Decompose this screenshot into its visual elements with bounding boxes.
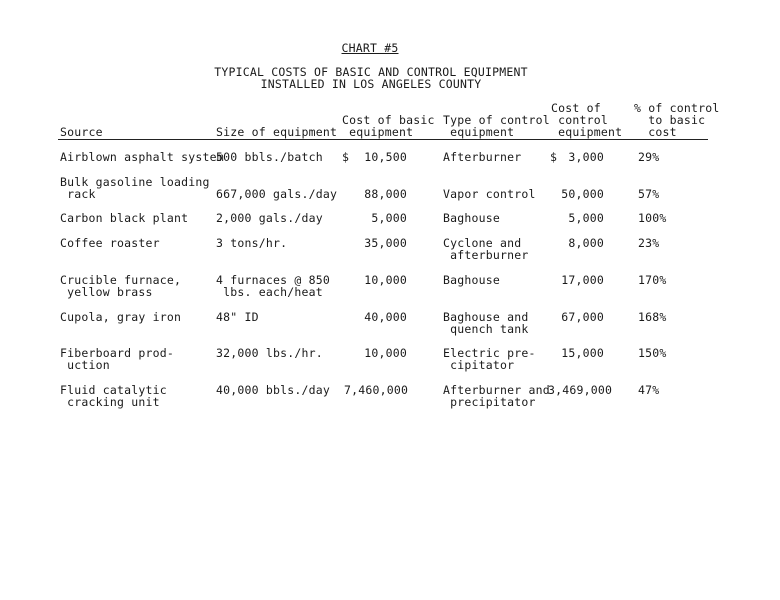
cell-basic-cost: 10,000 <box>364 273 407 287</box>
cell-control-type: Baghouse and quench tank <box>443 310 529 336</box>
cell-size: 667,000 gals./day <box>216 187 338 201</box>
cell-control-cost: 67,000 <box>561 310 604 324</box>
cell-size: 3 tons/hr. <box>216 236 288 250</box>
cell-control-type: Baghouse <box>443 211 500 225</box>
cell-source: Bulk gasoline loading rack <box>60 175 210 201</box>
cell-control-type: Cyclone and afterburner <box>443 236 529 262</box>
cell-size: 48" ID <box>216 310 259 324</box>
title-line-1: TYPICAL COSTS OF BASIC AND CONTROL EQUIPMENT <box>214 65 528 79</box>
cell-control-type: Afterburner and precipitator <box>443 383 550 409</box>
cell-control-cost: 8,000 <box>568 236 604 250</box>
cell-source: Airblown asphalt system <box>60 150 224 164</box>
cell-basic-dollar: $ <box>342 150 350 164</box>
header-percent: % of control to basic cost <box>634 101 720 139</box>
cell-percent: 23% <box>638 236 660 250</box>
cell-control-cost: 17,000 <box>561 273 604 287</box>
cell-source: Carbon black plant <box>60 211 189 225</box>
cell-basic-cost: 35,000 <box>364 236 407 250</box>
header-control-type: Type of control equipment <box>443 113 550 139</box>
header-rule <box>58 139 708 140</box>
cell-control-cost: 3,000 <box>568 150 604 164</box>
cell-control-type: Afterburner <box>443 150 522 164</box>
cell-control-cost: 15,000 <box>561 346 604 360</box>
cell-size: 500 bbls./batch <box>216 150 323 164</box>
header-basic-cost: Cost of basic equipment <box>342 113 435 139</box>
header-control-cost: Cost of control equipment <box>551 101 623 139</box>
cell-control-type: Electric pre- cipitator <box>443 346 536 372</box>
cell-source: Coffee roaster <box>60 236 160 250</box>
chart-label: CHART #5 <box>341 41 399 55</box>
cell-basic-cost: 5,000 <box>371 211 407 225</box>
cell-size: 40,000 bbls./day <box>216 383 330 397</box>
cell-percent: 29% <box>638 150 660 164</box>
cell-percent: 168% <box>638 310 667 324</box>
cell-basic-cost: 7,460,000 <box>344 383 409 397</box>
cell-source: Fiberboard prod- uction <box>60 346 174 372</box>
cell-percent: 170% <box>638 273 667 287</box>
header-size: Size of equipment <box>216 125 338 139</box>
cell-control-cost: 3,469,000 <box>548 383 613 397</box>
cell-percent: 100% <box>638 211 667 225</box>
cell-percent: 47% <box>638 383 660 397</box>
cell-source: Crucible furnace, yellow brass <box>60 273 182 299</box>
cell-control-cost: 50,000 <box>561 187 604 201</box>
cell-source: Fluid catalytic cracking unit <box>60 383 167 409</box>
cell-source: Cupola, gray iron <box>60 310 182 324</box>
cell-basic-cost: 10,500 <box>364 150 407 164</box>
cell-control-cost: 5,000 <box>568 211 604 225</box>
cell-size: 4 furnaces @ 850 lbs. each/heat <box>216 273 330 299</box>
cell-basic-cost: 40,000 <box>364 310 407 324</box>
title-line-2: INSTALLED IN LOS ANGELES COUNTY <box>260 77 482 91</box>
header-source: Source <box>60 125 103 139</box>
cell-percent: 150% <box>638 346 667 360</box>
cell-size: 32,000 lbs./hr. <box>216 346 323 360</box>
cell-control-type: Baghouse <box>443 273 500 287</box>
cell-control-dollar: $ <box>550 150 558 164</box>
cell-size: 2,000 gals./day <box>216 211 323 225</box>
cell-percent: 57% <box>638 187 660 201</box>
cell-control-type: Vapor control <box>443 187 536 201</box>
cell-basic-cost: 10,000 <box>364 346 407 360</box>
cell-basic-cost: 88,000 <box>364 187 407 201</box>
